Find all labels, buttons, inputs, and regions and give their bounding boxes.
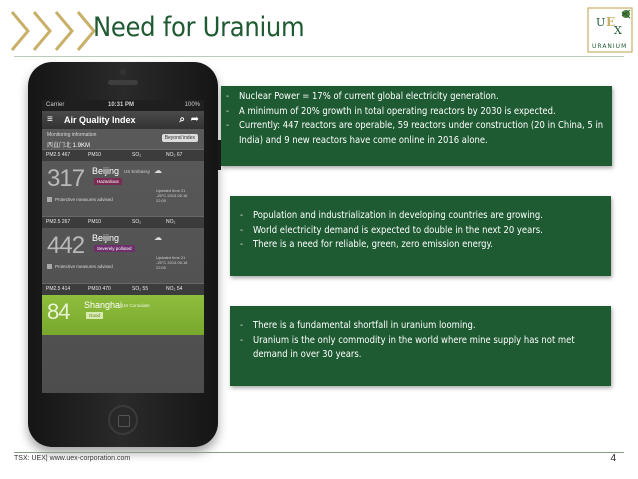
monitoring-info: [42, 129, 204, 149]
update-time: Updated time 21 -25°C 2013.06.16 22:00: [156, 255, 188, 270]
region-button: Beyond index: [162, 134, 198, 142]
bullet-item: - World electricity demand is expected to double in the next 20 years.: [235, 224, 611, 239]
share-icon: ➦: [190, 114, 199, 125]
supply-shortfall-box: [230, 306, 611, 386]
home-button: [108, 405, 138, 435]
status-badge: Severely polluted: [94, 245, 135, 252]
bullet-item: - A minimum of 20% growth in total operating reactors by 2030 is expected.: [221, 105, 612, 120]
camera-icon: [120, 69, 126, 75]
city-card-good: [42, 295, 204, 335]
city-note: US Consulate: [122, 303, 150, 308]
phone-screen: [42, 100, 204, 393]
advice-text: [47, 264, 113, 269]
chevron-arrows-icon: [8, 8, 98, 54]
bullet-item: - Population and industrialization in developing countries are growing.: [235, 209, 611, 224]
status-badge: Hazardous: [94, 178, 122, 185]
svg-text:X: X: [614, 24, 622, 37]
monitoring-value: 西直门北 1.9KM: [47, 143, 91, 149]
demand-growth-box: [230, 196, 611, 276]
pollutant-row: [42, 216, 204, 228]
status-badge: Good: [86, 312, 103, 319]
pm25-value: PM2.5 467: [46, 152, 71, 158]
monitoring-label: Monitoring information: [47, 132, 97, 138]
advice-label: Protective measures advised: [55, 264, 113, 269]
city-card: [42, 161, 204, 216]
aqi-value: 442: [47, 232, 85, 259]
bullet-item: - Nuclear Power = 17% of current global electricity generation.: [221, 90, 612, 105]
advice-text: [47, 197, 113, 202]
pm25-value: PM2.5 414: [46, 286, 71, 292]
advice-icon: [47, 197, 52, 202]
page-number: 4: [610, 453, 616, 464]
no2-value: NO₂ 67: [166, 152, 183, 158]
phone-image: [28, 62, 218, 447]
pm25-value: PM2.5 267: [46, 219, 71, 225]
update-time: Updated time 21 -25°C 2013.06.16 22:00: [156, 188, 188, 203]
uex-logo: [586, 4, 634, 56]
bullet-item: - Uranium is the only commodity in the world where mine supply has not met demand in over 30 years.: [235, 334, 611, 363]
app-title: Air Quality Index: [64, 115, 136, 125]
no2-value: NO₂ 54: [166, 286, 183, 292]
bullet-item: - There is a need for reliable, green, zero emission energy.: [235, 238, 611, 253]
footer-source: TSX: UEX| www.uex-corporation.com: [14, 455, 131, 462]
so2-value: SO₂: [132, 219, 142, 225]
so2-value: SO₂: [132, 152, 142, 158]
pm10-value: PM10 470: [88, 286, 111, 292]
so2-value: SO₂ 55: [132, 286, 149, 292]
advice-icon: [47, 264, 52, 269]
battery-label: 100%: [184, 102, 200, 108]
app-navbar: [42, 111, 204, 129]
carrier-label: Carrier: [46, 102, 65, 108]
pm10-value: PM10: [88, 219, 102, 225]
pollutant-row: [42, 283, 204, 295]
pollutant-row: [42, 149, 204, 161]
cloud-icon: ☁: [154, 166, 162, 175]
city-note: US Embassy: [124, 169, 151, 174]
no2-value: NO₂: [166, 219, 176, 225]
advice-label: Protective measures advised: [55, 197, 113, 202]
speaker-grille: [108, 80, 138, 85]
status-bar: [42, 100, 204, 111]
svg-text:E: E: [606, 15, 616, 29]
clock-label: 10:31 PM: [108, 102, 135, 108]
svg-text:URANIUM: URANIUM: [592, 43, 628, 50]
aqi-value: 84: [47, 299, 70, 324]
city-name: Shanghai: [84, 300, 123, 310]
city-name: Beijing: [92, 166, 120, 176]
bullet-item: - There is a fundamental shortfall in uranium looming.: [235, 319, 611, 334]
header-divider: [14, 56, 624, 57]
page-title: Need for Uranium: [93, 12, 305, 43]
menu-icon: ≡: [47, 114, 53, 125]
bullet-item: - Currently: 447 reactors are operable, 59 reactors under construction (20 in China, 5 in India) and 9 new reactors have come online in 2016 alone.: [221, 119, 612, 148]
city-card: [42, 228, 204, 283]
aqi-value: 317: [47, 165, 85, 192]
svg-text:U: U: [596, 16, 606, 29]
cloud-icon: ☁: [154, 233, 162, 242]
nuclear-facts-box: [221, 86, 612, 166]
search-icon: ⌕: [179, 114, 185, 125]
city-name: Beijing: [92, 233, 120, 243]
footer-divider: [14, 452, 624, 453]
pm10-value: PM10: [88, 152, 102, 158]
